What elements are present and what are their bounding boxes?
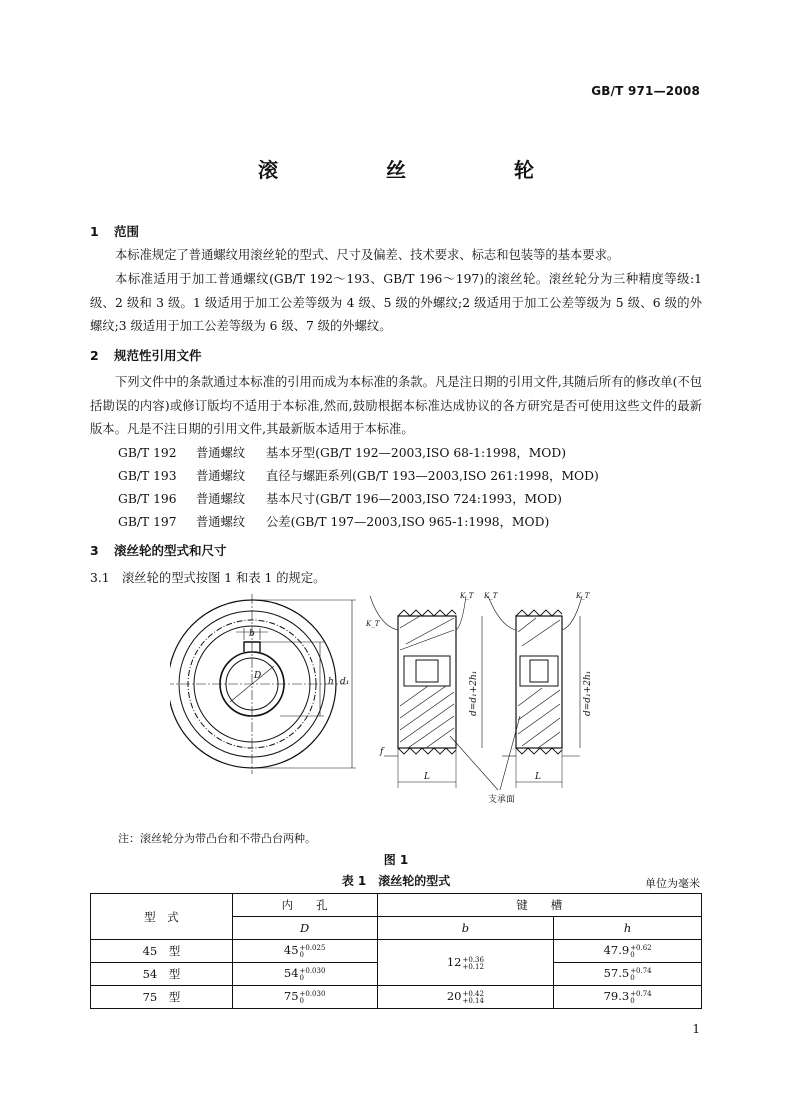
reference-item: GB/T 197 普通螺纹 公差(GB/T 197—2003,ISO 965-1:1998，MOD) <box>118 515 550 529</box>
paragraph-references: 下列文件中的条款通过本标准的引用而成为本标准的条款。凡是注日期的引用文件,其随后所有的修改单(不包括勘误的内容)或修订版均不适用于本标准,然而,鼓励根据本标准达成协议的各方研究是否可使用这些文件的最新版本。凡是不注日期的引用文件,其最新版本适用于本标准。 <box>90 375 702 436</box>
table-row: 54 型 54 +0.030 0 57.5 +0.74 0 <box>91 963 702 986</box>
label-L: L <box>535 772 541 782</box>
table-1 <box>90 893 702 1009</box>
table-caption: 表 1 滚丝轮的型式 <box>341 874 451 888</box>
label-kt: K_T <box>460 592 474 600</box>
label-support-face: 支承面 <box>488 795 516 805</box>
paragraph-scope-1: 本标准规定了普通螺纹用滚丝轮的型式、尺寸及偏差、技术要求、标志和包装等的基本要求。 <box>115 248 620 262</box>
page-title: 滚 丝 轮 <box>258 158 578 182</box>
th-b: b <box>377 917 554 940</box>
figure-note: 注：滚丝轮分为带凸台和不带凸台两种。 <box>118 832 316 845</box>
label-D: D <box>254 671 262 681</box>
figure-1-drawing <box>170 586 610 816</box>
label-h: h <box>328 677 334 687</box>
th-keyway: 键 槽 <box>377 894 701 917</box>
reference-item: GB/T 193 普通螺纹 直径与螺距系列(GB/T 193—2003,ISO 261:1998，MOD) <box>118 469 599 483</box>
section-1-heading: 1 范围 <box>90 224 140 239</box>
th-D: D <box>232 917 377 940</box>
table-row: 75 型 75 +0.030 0 20 +0.42 +0.14 79.3 +0.74 0 <box>91 986 702 1009</box>
clause-3-1: 3.1 滚丝轮的型式按图 1 和表 1 的规定。 <box>90 571 326 585</box>
section-3-heading: 3 滚丝轮的型式和尺寸 <box>90 543 227 558</box>
reference-item: GB/T 196 普通螺纹 基本尺寸(GB/T 196—2003,ISO 724:1993，MOD) <box>118 492 562 506</box>
paragraph-scope-2: 本标准适用于加工普通螺纹(GB/T 192～193、GB/T 196～197)的滚丝轮。滚丝轮分为三种精度等级:1 级、2 级和 3 级。1 级适用于加工公差等级为 4 级、5 级的外螺纹;2 级适用于加工公差等级为 5 级、6 级的外螺纹;3 级适用于加工公差等级为 6 级、7 级的外螺纹。 <box>90 272 702 333</box>
label-kt: K_T <box>366 620 380 628</box>
th-h: h <box>554 917 702 940</box>
label-d-formula: d=d₁+2h₁ <box>583 670 593 716</box>
figure-caption: 图 1 <box>383 853 409 867</box>
label-d1: d₁ <box>340 677 350 687</box>
label-kt: K_T <box>484 592 498 600</box>
table-unit: 单位为毫米 <box>645 877 700 890</box>
label-d-formula: d=d₁+2h₁ <box>469 670 479 716</box>
page-number: 1 <box>692 1022 700 1036</box>
th-bore: 内 孔 <box>232 894 377 917</box>
reference-item: GB/T 192 普通螺纹 基本牙型(GB/T 192—2003,ISO 68-1:1998，MOD) <box>118 446 567 460</box>
standard-number: GB/T 971—2008 <box>591 84 700 98</box>
section-2-heading: 2 规范性引用文件 <box>90 348 202 363</box>
label-b: b <box>249 629 255 639</box>
label-f: f <box>380 747 384 757</box>
label-kt: K_T <box>576 592 590 600</box>
table-row: 45 型 45 +0.025 0 12 +0.36 +0.12 47.9 +0.62 0 <box>91 940 702 963</box>
label-L: L <box>424 772 430 782</box>
th-type: 型 式 <box>91 894 233 940</box>
